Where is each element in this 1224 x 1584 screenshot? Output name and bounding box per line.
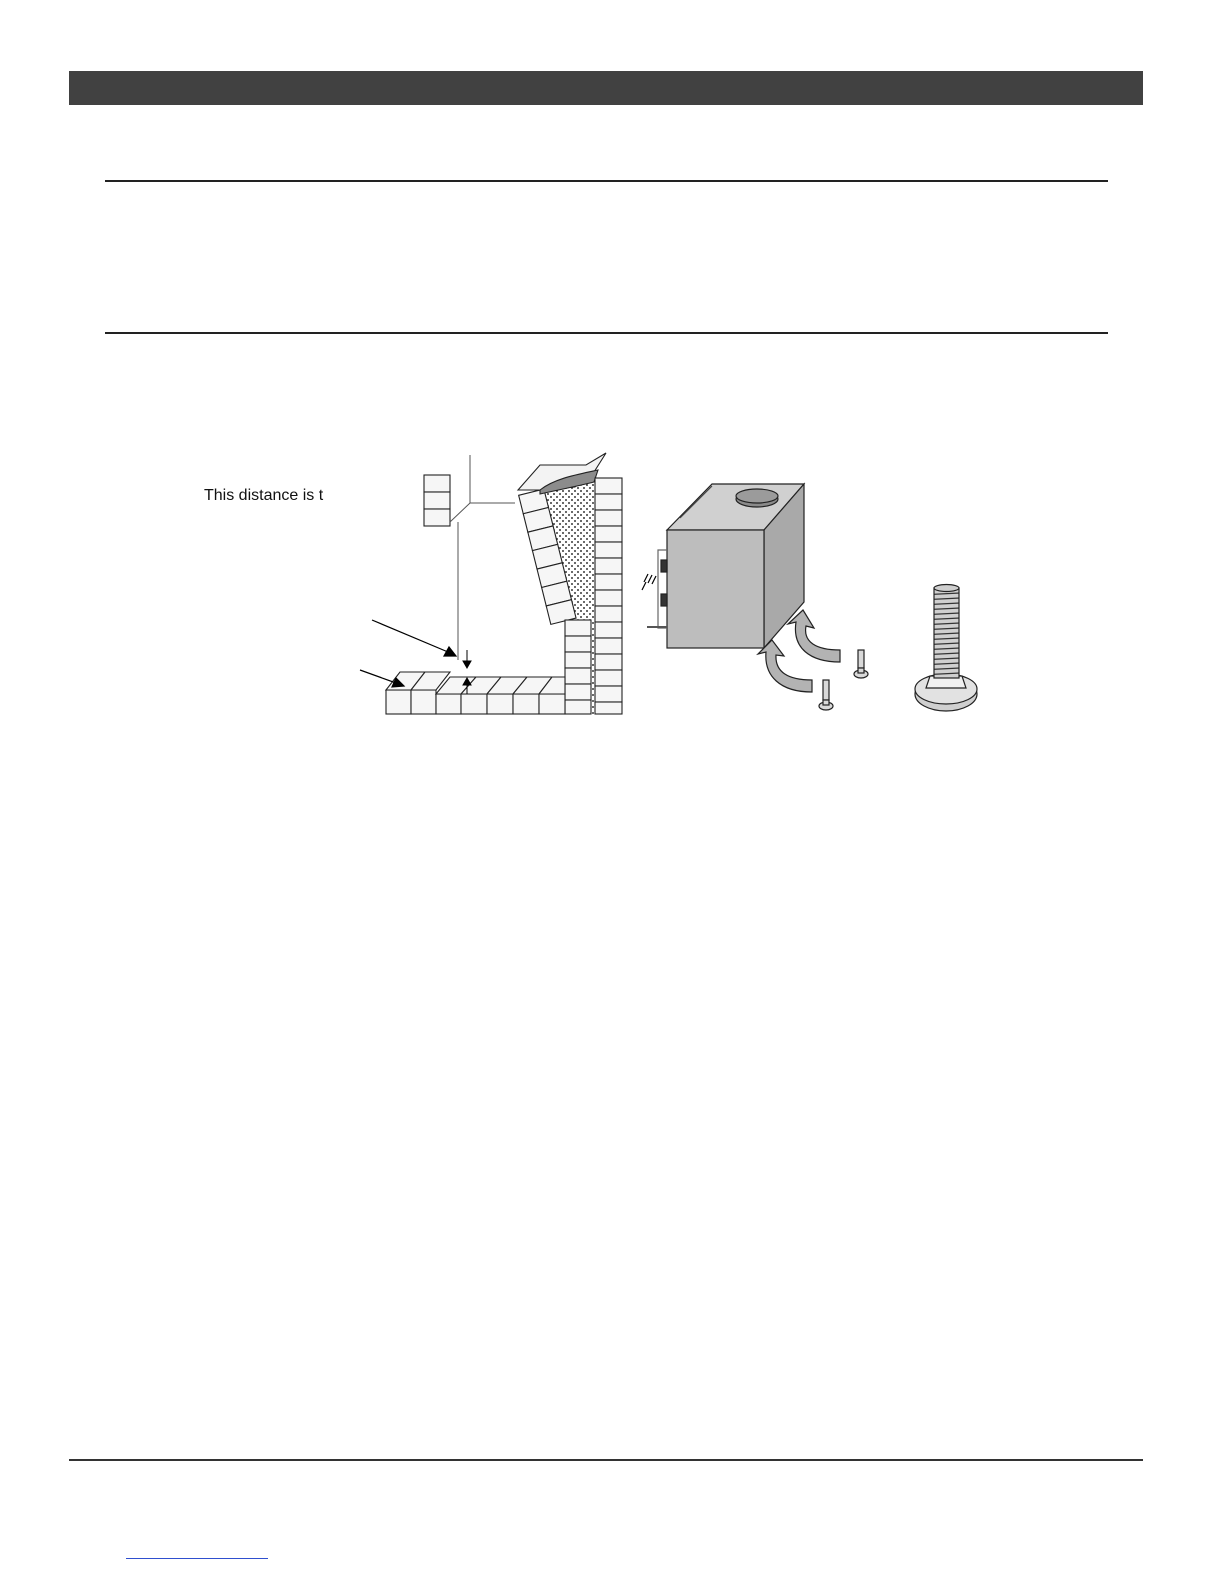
inner-back-bricks [565,620,591,714]
section-rule-bottom [105,332,1108,334]
installation-illustration [340,440,1040,730]
small-screw-icon [819,680,833,710]
insert-front [667,530,764,648]
leveling-bolt-icon [915,585,977,712]
small-screw-icon [854,650,868,678]
outer-wall-bricks [595,478,622,714]
vibration-marks [642,574,656,590]
firebox-outline [450,455,515,660]
header-bar [69,71,1143,105]
fireplace-cutaway-icon [360,453,622,715]
bolt-threads [934,588,959,678]
footer-rule [69,1459,1143,1461]
footer-link-underline[interactable] [126,1558,268,1559]
hearth-bricks [386,672,565,714]
figure-caption: This distance is t [204,487,324,504]
section-rule-top [105,180,1108,182]
rotate-arrow-upper [788,610,840,662]
fireplace-insert-icon [642,484,868,710]
left-wall-bricks [424,475,450,526]
